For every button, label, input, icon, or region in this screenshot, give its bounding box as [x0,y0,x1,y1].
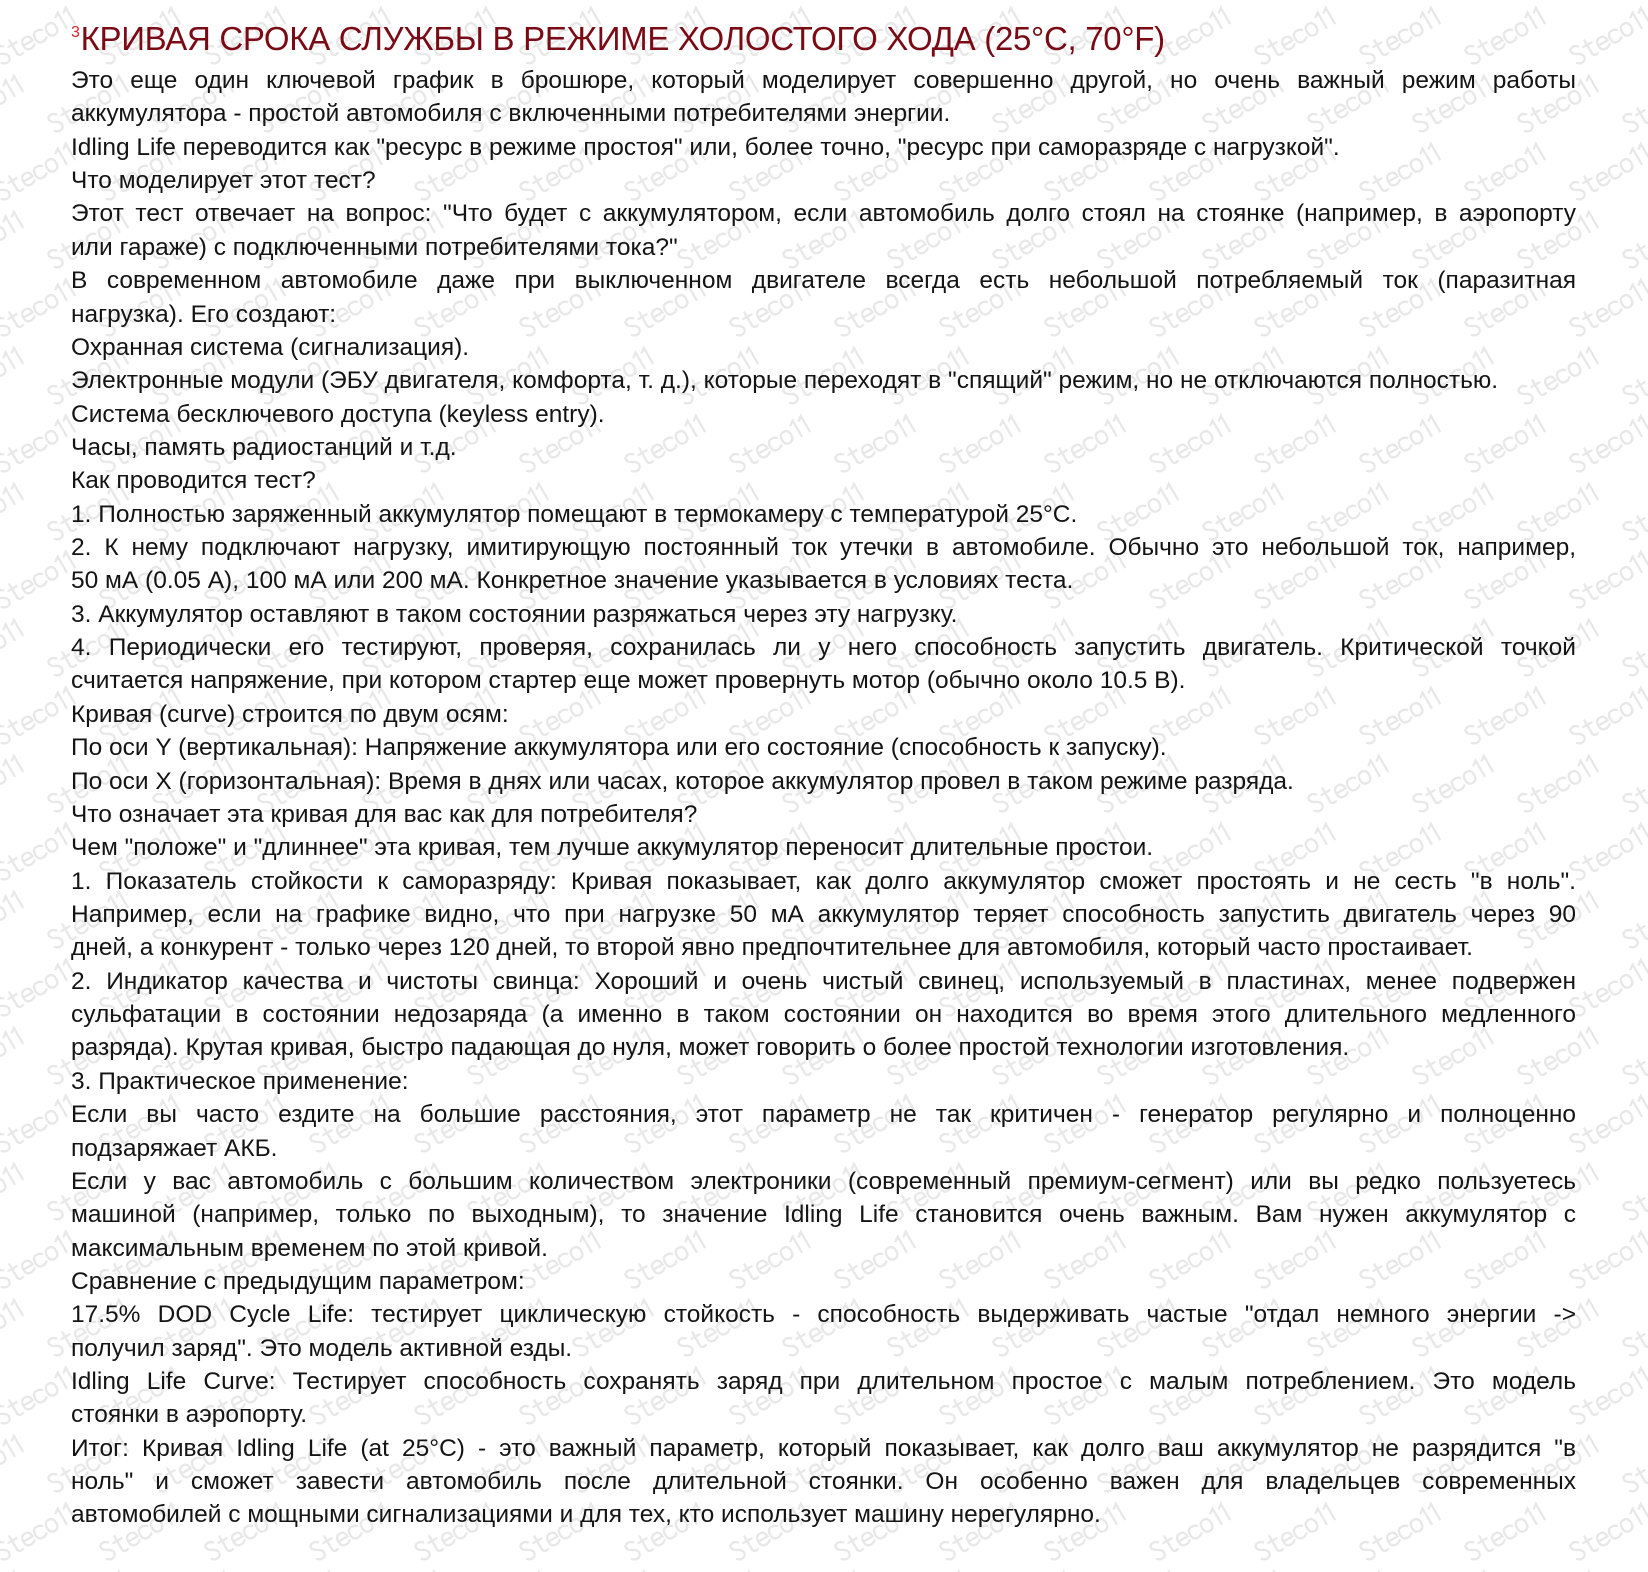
text-line: дней, а конкурент - только через 120 дней, то второй явно предпочтительнее для автомобиля, который часто простаивает. [71,934,1473,962]
text-line: Если у вас автомобиль с большим количеством электроники (современный премиум-сегмент) или вы редко пользуетесь [71,1167,1576,1195]
text-line: По оси Y (вертикальная): Напряжение аккумулятора или его состояние (способность к запуску). [71,734,1167,762]
page-title [71,20,1165,58]
text-line: Электронные модули (ЭБУ двигателя, комфорта, т. д.), которые переходят в "спящий" режим, но не отключаются полностью. [71,367,1499,395]
text-line: Система бесключевого доступа (keyless entry). [71,400,605,428]
text-line: Кривая (curve) строится по двум осям: [71,700,509,728]
text-line: стоянки в аэропорту. [71,1401,308,1429]
text-line: 3. Практическое применение: [71,1067,409,1095]
text-line: нагрузка). Его создают: [71,300,337,328]
text-line: 50 мА (0.05 А), 100 мА или 200 мА. Конкретное значение указывается в условиях теста. [71,567,1074,595]
text-line: 2. К нему подключают нагрузку, имитирующую постоянный ток утечки в автомобиле. Обычно это небольшой ток, например, [71,534,1576,562]
text-line: максимальным временем по этой кривой. [71,1234,548,1262]
text-line: Это еще один ключевой график в брошюре, который моделирует совершенно другой, но очень важный режим работы [71,67,1576,94]
body-text [71,64,1576,1532]
text-line: 2. Индикатор качества и чистоты свинца: Хороший и очень чистый свинец, используемый в пластинах, менее подвержен [71,967,1576,995]
title-text: КРИВАЯ СРОКА СЛУЖБЫ В РЕЖИМЕ ХОЛОСТОГО ХОДА (25°C, 70°F) [80,20,1165,57]
text-line: автомобилей с мощными сигнализациями и для тех, кто использует машину нерегулярно. [71,1501,1101,1529]
text-line: В современном автомобиле даже при выключенном двигателе всегда есть небольшой потребляемый ток (паразитная [71,267,1576,295]
text-line: Если вы часто ездите на большие расстояния, этот параметр не так критичен - генератор регулярно и полноценно [71,1101,1576,1129]
text-line: Idling Life Curve: Тестирует способность сохранять заряд при длительном простое с малым потреблением. Это модель [71,1368,1576,1396]
text-line: 4. Периодически его тестируют, проверяя, сохранилась ли у него способность запустить двигатель. Критической точкой [71,634,1576,662]
text-line: Что означает эта кривая для вас как для потребителя? [71,800,698,828]
text-line: ноль" и сможет завести автомобиль после длительной стоянки. Он особенно важен для владельцев современных [71,1468,1576,1496]
text-line: Что моделирует этот тест? [71,167,376,195]
text-line: разряда). Крутая кривая, быстро падающая до нуля, может говорить о более простой технологии изготовления. [71,1034,1350,1062]
text-line: Этот тест отвечает на вопрос: "Что будет с аккумулятором, если автомобиль долго стоял на стоянке (например, в аэропорту [71,200,1576,228]
text-line: Как проводится тест? [71,467,316,495]
footnote-number: 3 [71,24,80,41]
text-line: 1. Показатель стойкости к саморазряду: Кривая показывает, как долго аккумулятор сможет простоять и не сесть "в ноль". [71,867,1576,895]
text-line: или гараже) с подключенными потребителями тока?" [71,233,678,261]
text-line: считается напряжение, при котором стартер еще может провернуть мотор (обычно около 10.5 В). [71,667,1186,695]
text-line: Idling Life переводится как "ресурс в режиме простоя" или, более точно, "ресурс при саморазряде с нагрузкой". [71,133,1340,161]
text-line: 17.5% DOD Cycle Life: тестирует циклическую стойкость - способность выдерживать частые "отдал немного энергии -> [71,1301,1576,1329]
text-line: По оси X (горизонтальная): Время в днях или часах, которое аккумулятор провел в таком режиме разряда. [71,767,1294,795]
text-line: аккумулятора - простой автомобиля с включенными потребителями энергии. [71,100,951,128]
text-line: Часы, память радиостанций и т.д. [71,433,457,461]
text-line: машиной (например, только по выходным), то значение Idling Life становится очень важным. Вам нужен аккумулятор с [71,1201,1576,1229]
text-line: Охранная система (сигнализация). [71,333,470,361]
text-line: Например, если на графике видно, что при нагрузке 50 мА аккумулятор теряет способность запустить двигатель через 90 [71,900,1576,928]
text-line: 1. Полностью заряженный аккумулятор помещают в термокамеру с температурой 25°C. [71,500,1078,528]
text-line: 3. Аккумулятор оставляют в таком состоянии разряжаться через эту нагрузку. [71,600,958,628]
text-line: сульфатации в состоянии недозаряда (а именно в таком состоянии он находится во время этого длительного медленного [71,1001,1576,1029]
text-line: Итог: Кривая Idling Life (at 25°C) - это важный параметр, который показывает, как долго ваш аккумулятор не разрядится "в [71,1434,1576,1462]
text-line: Сравнение с предыдущим параметром: [71,1267,525,1295]
text-line: Чем "положе" и "длиннее" эта кривая, тем лучше аккумулятор переносит длительные простои. [71,834,1154,862]
text-line: подзаряжает АКБ. [71,1134,278,1162]
text-line: получил заряд". Это модель активной езды. [71,1334,573,1362]
